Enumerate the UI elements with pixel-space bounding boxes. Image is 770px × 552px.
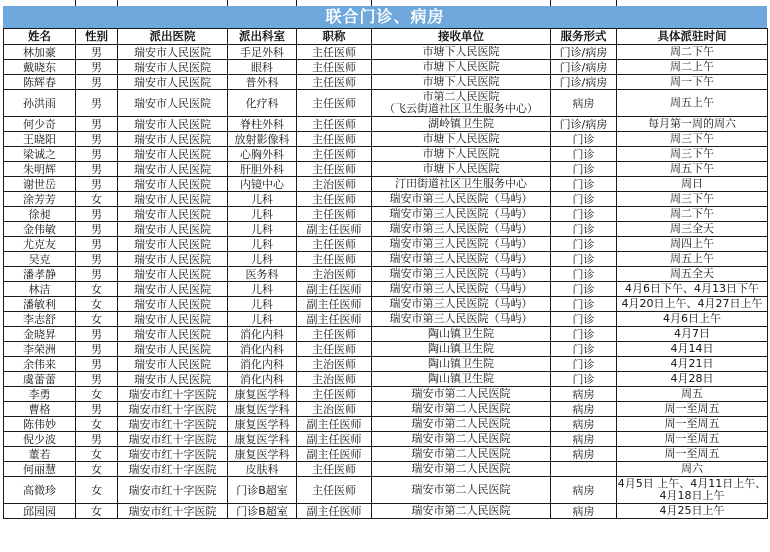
cell-schedule: 周三下午: [617, 132, 768, 147]
table-row: [4, 222, 768, 237]
table-row: [4, 477, 768, 504]
cell-schedule: 周三下午: [617, 192, 768, 207]
cell-dispatch-department: 康复医学科: [228, 447, 297, 462]
cell-dispatch-department: 皮肤科: [228, 462, 297, 477]
cell-receiving-unit: 瑞安市第二人民医院: [372, 447, 551, 462]
header-row: [4, 29, 768, 45]
cell-title: 主任医师: [297, 162, 372, 177]
cell-gender: 女: [76, 462, 118, 477]
cell-schedule: 周二下午: [617, 45, 768, 60]
cell-title: 主任医师: [297, 327, 372, 342]
cell-gender: 男: [76, 222, 118, 237]
cell-name: 朱明辉: [4, 162, 76, 177]
table-row: [4, 162, 768, 177]
cell-schedule: 周五下午: [617, 162, 768, 177]
cell-receiving-unit: 瑞安市第三人民医院（马屿）: [372, 282, 551, 297]
table-row: [4, 75, 768, 90]
cell-dispatch-hospital: 瑞安市人民医院: [118, 267, 228, 282]
cell-dispatch-department: 消化内科: [228, 357, 297, 372]
cell-name: 李志舒: [4, 312, 76, 327]
cell-receiving-unit: 陶山镇卫生院: [372, 327, 551, 342]
cell-gender: 男: [76, 117, 118, 132]
cell-receiving-unit: 市塘下人民医院: [372, 45, 551, 60]
cell-dispatch-hospital: 瑞安市人民医院: [118, 312, 228, 327]
cell-dispatch-hospital: 瑞安市人民医院: [118, 222, 228, 237]
cell-title: 主任医师: [297, 147, 372, 162]
cell-service-form: 病房: [551, 402, 617, 417]
cell-service-form: 病房: [551, 417, 617, 432]
cell-dispatch-hospital: 瑞安市红十字医院: [118, 387, 228, 402]
table-row: [4, 45, 768, 60]
cell-dispatch-hospital: 瑞安市人民医院: [118, 147, 228, 162]
cell-service-form: 门诊: [551, 312, 617, 327]
table-row: [4, 207, 768, 222]
cell-receiving-unit: 市第二人民医院 （飞云街道社区卫生服务中心）: [372, 90, 551, 117]
cell-dispatch-hospital: 瑞安市人民医院: [118, 327, 228, 342]
cell-receiving-unit: 市塘下人民医院: [372, 147, 551, 162]
cell-service-form: 门诊: [551, 162, 617, 177]
table-row: [4, 312, 768, 327]
cell-title: 主治医师: [297, 402, 372, 417]
cell-name: 曹格: [4, 402, 76, 417]
table-row: [4, 237, 768, 252]
cell-gender: 男: [76, 327, 118, 342]
cell-receiving-unit: 市塘下人民医院: [372, 60, 551, 75]
cell-service-form: 门诊/病房: [551, 117, 617, 132]
cell-gender: 男: [76, 402, 118, 417]
cell-receiving-unit: 陶山镇卫生院: [372, 372, 551, 387]
cell-title: 主任医师: [297, 132, 372, 147]
cell-dispatch-department: 儿科: [228, 207, 297, 222]
cell-dispatch-hospital: 瑞安市人民医院: [118, 372, 228, 387]
cell-title: 主任医师: [297, 462, 372, 477]
cell-gender: 男: [76, 342, 118, 357]
assignment-table: [3, 28, 768, 519]
cell-title: 主任医师: [297, 207, 372, 222]
cell-name: 潘敏利: [4, 297, 76, 312]
cell-schedule: 4月6日上午: [617, 312, 768, 327]
cell-dispatch-department: 康复医学科: [228, 417, 297, 432]
cell-service-form: 病房: [551, 387, 617, 402]
cell-dispatch-hospital: 瑞安市人民医院: [118, 162, 228, 177]
cell-title: 主治医师: [297, 357, 372, 372]
cell-gender: 男: [76, 132, 118, 147]
cell-dispatch-hospital: 瑞安市人民医院: [118, 342, 228, 357]
table-row: [4, 282, 768, 297]
cell-title: 副主任医师: [297, 447, 372, 462]
cell-dispatch-hospital: 瑞安市人民医院: [118, 60, 228, 75]
cell-dispatch-department: 儿科: [228, 282, 297, 297]
cell-service-form: 门诊/病房: [551, 60, 617, 75]
cell-service-form: 门诊: [551, 147, 617, 162]
cell-schedule: 周二下午: [617, 207, 768, 222]
cell-gender: 男: [76, 177, 118, 192]
cell-title: 主任医师: [297, 342, 372, 357]
cell-gender: 女: [76, 504, 118, 519]
cell-title: 主任医师: [297, 117, 372, 132]
cell-gender: 男: [76, 45, 118, 60]
cell-name: 邱园园: [4, 504, 76, 519]
cell-receiving-unit: 瑞安市第二人民医院: [372, 387, 551, 402]
table-row: [4, 117, 768, 132]
cell-name: 高微珍: [4, 477, 76, 504]
cell-dispatch-hospital: 瑞安市红十字医院: [118, 402, 228, 417]
cell-dispatch-hospital: 瑞安市人民医院: [118, 45, 228, 60]
header-name: 姓名: [4, 29, 76, 45]
cell-name: 王晓阳: [4, 132, 76, 147]
roster-sheet: [3, 0, 767, 552]
cell-name: 梁诚之: [4, 147, 76, 162]
header-schedule: 具体派驻时间: [617, 29, 768, 45]
cell-service-form: 门诊: [551, 207, 617, 222]
cell-dispatch-hospital: 瑞安市红十字医院: [118, 432, 228, 447]
cell-dispatch-department: 内镜中心: [228, 177, 297, 192]
table-row: [4, 327, 768, 342]
cell-name: 何少奇: [4, 117, 76, 132]
header-service-form: 服务形式: [551, 29, 617, 45]
cell-service-form: 门诊: [551, 222, 617, 237]
cell-schedule: 周一至周五: [617, 447, 768, 462]
cell-service-form: 病房: [551, 447, 617, 462]
cell-name: 涂芳芳: [4, 192, 76, 207]
cell-dispatch-hospital: 瑞安市红十字医院: [118, 447, 228, 462]
cell-schedule: 周二上午: [617, 60, 768, 75]
cell-gender: 男: [76, 147, 118, 162]
cell-dispatch-department: 康复医学科: [228, 432, 297, 447]
cell-title: 主治医师: [297, 177, 372, 192]
cell-gender: 女: [76, 312, 118, 327]
cell-schedule: 周一至周五: [617, 417, 768, 432]
cell-receiving-unit: 瑞安市第二人民医院: [372, 462, 551, 477]
cell-dispatch-department: 医务科: [228, 267, 297, 282]
table-row: [4, 402, 768, 417]
cell-dispatch-hospital: 瑞安市红十字医院: [118, 417, 228, 432]
cell-title: 副主任医师: [297, 282, 372, 297]
cell-receiving-unit: 瑞安市第三人民医院（马屿）: [372, 237, 551, 252]
cell-schedule: 4月14日: [617, 342, 768, 357]
cell-name: 戴晓东: [4, 60, 76, 75]
cell-name: 虞蕾蕾: [4, 372, 76, 387]
table-row: [4, 252, 768, 267]
cell-name: 金晓昇: [4, 327, 76, 342]
cell-title: 主任医师: [297, 90, 372, 117]
cell-receiving-unit: 瑞安市第二人民医院: [372, 504, 551, 519]
cell-receiving-unit: 瑞安市第三人民医院（马屿）: [372, 297, 551, 312]
header-gender: 性别: [76, 29, 118, 45]
table-row: [4, 432, 768, 447]
cell-schedule: 周一至周五: [617, 432, 768, 447]
table-row: [4, 342, 768, 357]
cell-schedule: 4月20日上午、4月27日上午: [617, 297, 768, 312]
cell-dispatch-department: 脊柱外科: [228, 117, 297, 132]
cell-dispatch-hospital: 瑞安市人民医院: [118, 192, 228, 207]
cell-receiving-unit: 瑞安市第二人民医院: [372, 432, 551, 447]
cell-service-form: 病房: [551, 90, 617, 117]
cell-gender: 男: [76, 432, 118, 447]
cell-receiving-unit: 市塘下人民医院: [372, 162, 551, 177]
cell-gender: 男: [76, 357, 118, 372]
cell-dispatch-hospital: 瑞安市人民医院: [118, 237, 228, 252]
cell-name: 谢世岳: [4, 177, 76, 192]
cell-dispatch-hospital: 瑞安市人民医院: [118, 282, 228, 297]
table-row: [4, 132, 768, 147]
cell-title: 主治医师: [297, 372, 372, 387]
cell-dispatch-hospital: 瑞安市人民医院: [118, 117, 228, 132]
cell-title: 主治医师: [297, 267, 372, 282]
table-row: [4, 462, 768, 477]
cell-name: 林洁: [4, 282, 76, 297]
cell-dispatch-hospital: 瑞安市红十字医院: [118, 504, 228, 519]
header-dispatch-hospital: 派出医院: [118, 29, 228, 45]
cell-dispatch-department: 普外科: [228, 75, 297, 90]
cell-gender: 女: [76, 477, 118, 504]
cell-receiving-unit: 瑞安市第二人民医院: [372, 417, 551, 432]
cell-schedule: 周四上午: [617, 237, 768, 252]
cell-title: 副主任医师: [297, 432, 372, 447]
cell-schedule: 4月21日: [617, 357, 768, 372]
header-title: 职称: [297, 29, 372, 45]
cell-dispatch-hospital: 瑞安市人民医院: [118, 357, 228, 372]
cell-dispatch-department: 放射影像科: [228, 132, 297, 147]
table-row: [4, 417, 768, 432]
table-row: [4, 504, 768, 519]
cell-dispatch-department: 手足外科: [228, 45, 297, 60]
cell-gender: 男: [76, 372, 118, 387]
cell-gender: 男: [76, 75, 118, 90]
cell-service-form: 病房: [551, 432, 617, 447]
cell-name: 尤克友: [4, 237, 76, 252]
cell-gender: 男: [76, 207, 118, 222]
table-row: [4, 147, 768, 162]
cell-receiving-unit: 瑞安市第三人民医院（马屿）: [372, 312, 551, 327]
cell-name: 陈伟妙: [4, 417, 76, 432]
cell-name: 吴克: [4, 252, 76, 267]
table-row: [4, 192, 768, 207]
cell-receiving-unit: 瑞安市第二人民医院: [372, 477, 551, 504]
cell-title: 主任医师: [297, 192, 372, 207]
cell-service-form: 门诊: [551, 132, 617, 147]
cell-dispatch-hospital: 瑞安市人民医院: [118, 132, 228, 147]
cell-name: 徐昶: [4, 207, 76, 222]
cell-name: 李荣洲: [4, 342, 76, 357]
cell-service-form: 门诊: [551, 372, 617, 387]
table-row: [4, 90, 768, 117]
cell-gender: 女: [76, 417, 118, 432]
cell-dispatch-department: 康复医学科: [228, 387, 297, 402]
cell-dispatch-department: 儿科: [228, 192, 297, 207]
table-row: [4, 267, 768, 282]
cell-receiving-unit: 瑞安市第二人民医院: [372, 402, 551, 417]
cell-schedule: 周五上午: [617, 90, 768, 117]
cell-service-form: 门诊: [551, 177, 617, 192]
cell-dispatch-department: 儿科: [228, 237, 297, 252]
table-row: [4, 372, 768, 387]
cell-schedule: 4月6日下午、4月13日下午: [617, 282, 768, 297]
cell-title: 主任医师: [297, 252, 372, 267]
cell-receiving-unit: 瑞安市第三人民医院（马屿）: [372, 207, 551, 222]
cell-schedule: 周一下午: [617, 75, 768, 90]
cell-schedule: 周三全天: [617, 222, 768, 237]
cell-title: 副主任医师: [297, 312, 372, 327]
cell-service-form: 门诊/病房: [551, 45, 617, 60]
cell-receiving-unit: 汀田街道社区卫生服务中心: [372, 177, 551, 192]
cell-gender: 女: [76, 282, 118, 297]
cell-dispatch-department: 门诊B超室: [228, 477, 297, 504]
cell-title: 主任医师: [297, 75, 372, 90]
cell-gender: 男: [76, 252, 118, 267]
cell-dispatch-hospital: 瑞安市红十字医院: [118, 477, 228, 504]
cell-schedule: 4月5日 上午、4月11日上午、4月18日上午: [617, 477, 767, 502]
cell-service-form: 门诊: [551, 252, 617, 267]
cell-gender: 男: [76, 60, 118, 75]
cell-service-form: 门诊/病房: [551, 75, 617, 90]
cell-title: 副主任医师: [297, 297, 372, 312]
cell-service-form: 门诊: [551, 357, 617, 372]
cell-dispatch-department: 消化内科: [228, 342, 297, 357]
cell-dispatch-hospital: 瑞安市人民医院: [118, 177, 228, 192]
cell-receiving-unit: 市塘下人民医院: [372, 75, 551, 90]
cell-dispatch-department: 儿科: [228, 252, 297, 267]
cell-receiving-unit: 湖岭镇卫生院: [372, 117, 551, 132]
cell-dispatch-hospital: 瑞安市人民医院: [118, 75, 228, 90]
cell-receiving-unit: 瑞安市第三人民医院（马屿）: [372, 222, 551, 237]
cell-gender: 女: [76, 192, 118, 207]
cell-dispatch-hospital: 瑞安市人民医院: [118, 207, 228, 222]
cell-dispatch-department: 儿科: [228, 297, 297, 312]
cell-schedule: 周一至周五: [617, 402, 768, 417]
cell-name: 何丽慧: [4, 462, 76, 477]
table-row: [4, 177, 768, 192]
table-body: [4, 45, 768, 519]
cell-name: 林加豪: [4, 45, 76, 60]
cell-schedule: 周五全天: [617, 267, 768, 282]
table-row: [4, 387, 768, 402]
cell-title: 主任医师: [297, 60, 372, 75]
cell-gender: 男: [76, 237, 118, 252]
cell-title: 副主任医师: [297, 222, 372, 237]
cell-dispatch-department: 消化内科: [228, 327, 297, 342]
table-title: 联合门诊、病房: [3, 6, 767, 29]
cell-service-form: 病房: [551, 504, 617, 519]
cell-receiving-unit: 瑞安市第三人民医院（马屿）: [372, 252, 551, 267]
cell-gender: 女: [76, 447, 118, 462]
cell-name: 余伟来: [4, 357, 76, 372]
cell-gender: 男: [76, 267, 118, 282]
cell-name: 陈辉春: [4, 75, 76, 90]
cell-service-form: 门诊: [551, 327, 617, 342]
cell-name: 孙洪雨: [4, 90, 76, 117]
cell-dispatch-hospital: 瑞安市人民医院: [118, 252, 228, 267]
cell-schedule: 周六: [617, 462, 768, 477]
cell-dispatch-hospital: 瑞安市人民医院: [118, 297, 228, 312]
cell-dispatch-department: 肝胆外科: [228, 162, 297, 177]
cell-service-form: 门诊: [551, 297, 617, 312]
cell-title: 主任医师: [297, 477, 372, 504]
cell-dispatch-hospital: 瑞安市红十字医院: [118, 462, 228, 477]
cell-receiving-unit: 陶山镇卫生院: [372, 357, 551, 372]
cell-service-form: 病房: [551, 477, 617, 504]
cell-dispatch-department: 儿科: [228, 312, 297, 327]
cell-gender: 女: [76, 297, 118, 312]
cell-name: 潘孝静: [4, 267, 76, 282]
cell-receiving-unit: 陶山镇卫生院: [372, 342, 551, 357]
header-dispatch-department: 派出科室: [228, 29, 297, 45]
cell-dispatch-department: 眼科: [228, 60, 297, 75]
cell-title: 副主任医师: [297, 504, 372, 519]
cell-dispatch-department: 门诊B超室: [228, 504, 297, 519]
cell-schedule: 周五上午: [617, 252, 768, 267]
cell-title: 主任医师: [297, 45, 372, 60]
cell-service-form: 门诊: [551, 267, 617, 282]
cell-service-form: 门诊: [551, 282, 617, 297]
cell-service-form: [551, 462, 617, 477]
table-row: [4, 60, 768, 75]
cell-service-form: 门诊: [551, 342, 617, 357]
cell-name: 李勇: [4, 387, 76, 402]
cell-dispatch-hospital: 瑞安市人民医院: [118, 90, 228, 117]
cell-receiving-unit: 瑞安市第三人民医院（马屿）: [372, 267, 551, 282]
cell-name: 金伟敏: [4, 222, 76, 237]
cell-schedule: 周五: [617, 387, 768, 402]
cell-schedule: 4月25日上午: [617, 504, 768, 519]
cell-receiving-unit: 市塘下人民医院: [372, 132, 551, 147]
cell-title: 主任医师: [297, 237, 372, 252]
cell-dispatch-department: 心胸外科: [228, 147, 297, 162]
cell-service-form: 门诊: [551, 237, 617, 252]
table-row: [4, 357, 768, 372]
cell-gender: 男: [76, 90, 118, 117]
cell-schedule: 周日: [617, 177, 768, 192]
cell-receiving-unit: 瑞安市第三人民医院（马屿）: [372, 192, 551, 207]
cell-dispatch-department: 儿科: [228, 222, 297, 237]
cell-dispatch-department: 康复医学科: [228, 402, 297, 417]
cell-gender: 男: [76, 162, 118, 177]
table-row: [4, 447, 768, 462]
cell-title: 主任医师: [297, 387, 372, 402]
cell-title: 副主任医师: [297, 417, 372, 432]
cell-gender: 女: [76, 387, 118, 402]
cell-schedule: 4月28日: [617, 372, 768, 387]
table-row: [4, 297, 768, 312]
cell-service-form: 门诊: [551, 192, 617, 207]
header-receiving-unit: 接收单位: [372, 29, 551, 45]
cell-dispatch-department: 化疗科: [228, 90, 297, 117]
cell-name: 倪少波: [4, 432, 76, 447]
cell-dispatch-department: 消化内科: [228, 372, 297, 387]
cell-schedule: 每月第一周的周六: [617, 117, 768, 132]
cell-schedule: 4月7日: [617, 327, 768, 342]
cell-schedule: 周三下午: [617, 147, 768, 162]
cell-name: 董若: [4, 447, 76, 462]
